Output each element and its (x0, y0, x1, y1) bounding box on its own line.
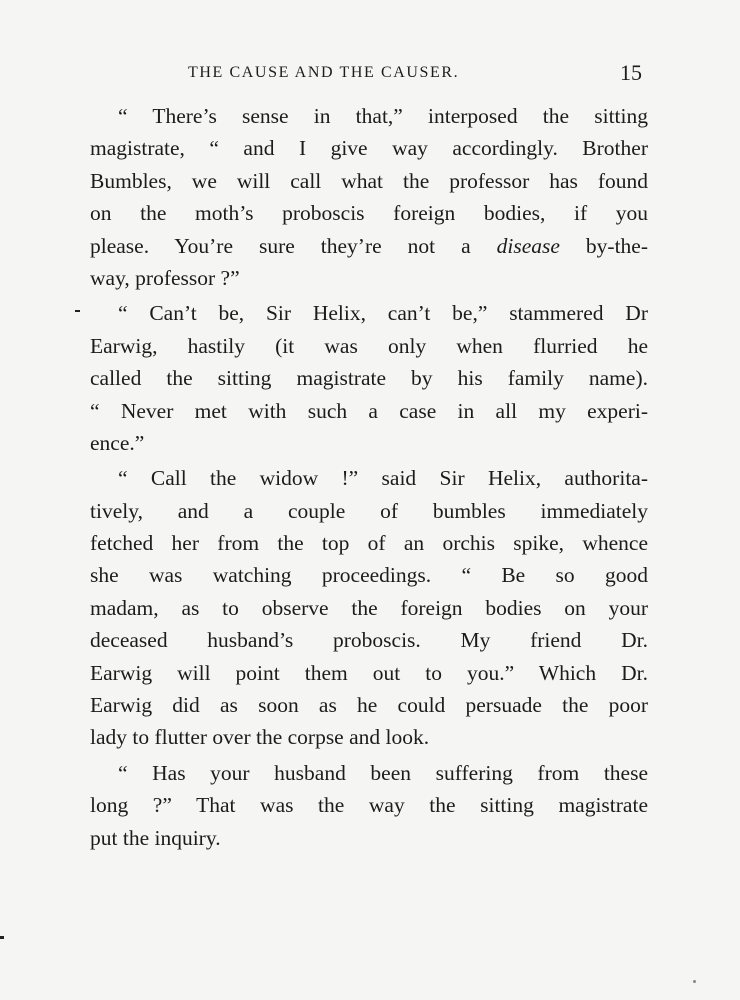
page-number: 15 (620, 60, 642, 85)
text-line: “ Never met with such a case in all my experi- (90, 398, 648, 423)
body-text (90, 100, 648, 854)
text-line: deceased husband’s proboscis. My friend Dr. (90, 628, 648, 653)
text-line: fetched her from the top of an orchis spike, whence (90, 531, 648, 556)
italic-word: disease (496, 233, 560, 258)
paper-speck (693, 980, 696, 983)
margin-mark (75, 310, 80, 312)
paragraph (90, 100, 648, 294)
paragraph (90, 297, 648, 459)
text-line: put the inquiry. (90, 825, 221, 850)
text-line: Bumbles, we will call what the professor has found (90, 168, 648, 193)
text-line: way, professor ?” (90, 265, 240, 290)
paragraph (90, 757, 648, 854)
text-line: “ Can’t be, Sir Helix, can’t be,” stammered Dr (118, 301, 648, 326)
text-line: she was watching proceedings. “ Be so good (90, 563, 648, 588)
text-line: lady to flutter over the corpse and look. (90, 725, 430, 750)
text-line: Earwig will point them out to you.” Which Dr. (90, 660, 648, 685)
text-line: magistrate, “ and I give way accordingly. Brother (90, 136, 648, 161)
text-line: on the moth’s proboscis foreign bodies, if you (90, 201, 648, 226)
text-line: “ Has your husband been suffering from these (118, 760, 648, 785)
text-line: “ Call the widow !” said Sir Helix, authorita- (118, 466, 648, 491)
text-line-with-italic: please. You’re sure they’re not a disease by-the- (90, 233, 649, 258)
text-line: Earwig, hastily (it was only when flurried he (90, 333, 648, 358)
text-line: long ?” That was the way the sitting magistrate (90, 793, 648, 818)
running-header (90, 58, 650, 88)
text-line: ence.” (90, 430, 145, 455)
paragraph (90, 462, 648, 754)
text-line: tively, and a couple of bumbles immediately (90, 498, 648, 523)
text-line: “ There’s sense in that,” interposed the sitting (118, 104, 648, 128)
text-line: madam, as to observe the foreign bodies on your (90, 595, 648, 620)
edge-mark (0, 936, 4, 939)
text-line: called the sitting magistrate by his family name). (90, 366, 648, 391)
text-line: Earwig did as soon as he could persuade the poor (90, 693, 648, 718)
running-title: THE CAUSE AND THE CAUSER. (188, 64, 460, 81)
